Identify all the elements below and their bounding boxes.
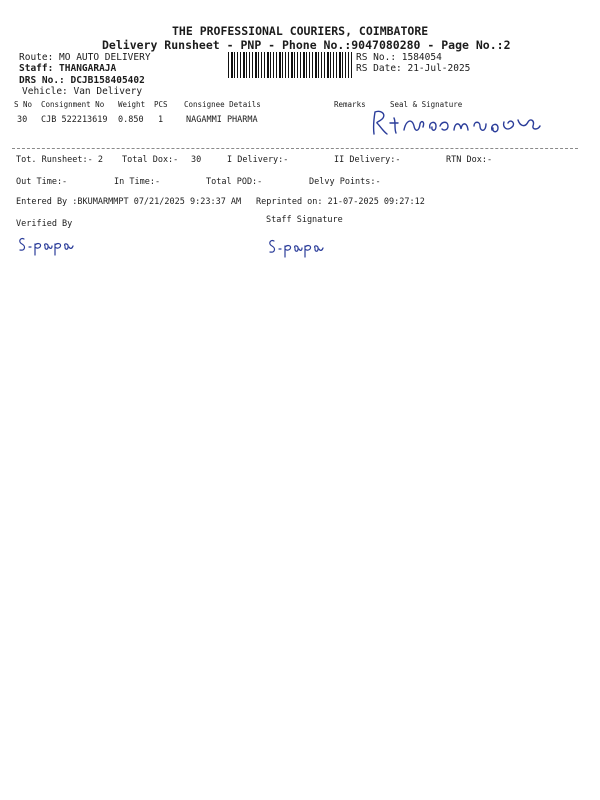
col-header-consignment: Consignment No bbox=[41, 100, 105, 109]
staff-signature bbox=[266, 236, 328, 258]
col-header-weight: Weight bbox=[118, 100, 146, 109]
tot-runsheet: Tot. Runsheet:- 2 bbox=[16, 155, 103, 165]
verified-by-signature bbox=[16, 234, 78, 256]
company-title: THE PROFESSIONAL COURIERS, COIMBATORE bbox=[172, 24, 429, 38]
verified-by-label: Verified By bbox=[16, 219, 73, 229]
divider bbox=[12, 148, 578, 149]
runsheet-subtitle: Delivery Runsheet - PNP - Phone No.:9047080280 - Page No.:2 bbox=[102, 38, 511, 52]
col-header-pcs: PCS bbox=[154, 100, 168, 109]
staff-label: Staff: THANGARAJA bbox=[19, 63, 117, 74]
row-weight: 0.850 bbox=[118, 115, 144, 125]
row-pcs: 1 bbox=[158, 115, 164, 125]
receiver-signature bbox=[368, 108, 558, 138]
col-header-remarks: Remarks bbox=[334, 100, 366, 109]
i-delivery: I Delivery:- bbox=[227, 155, 289, 165]
drs-number: DRS No.: DCJB158405402 bbox=[19, 75, 145, 86]
rtn-dox: RTN Dox:- bbox=[446, 155, 493, 165]
vehicle-label: Vehicle: Van Delivery bbox=[22, 86, 143, 97]
total-pod: Total POD:- bbox=[206, 177, 263, 187]
route-label: Route: MO AUTO DELIVERY bbox=[19, 52, 151, 63]
entered-by: Entered By :BKUMARMMPT 07/21/2025 9:23:37 AM bbox=[16, 197, 242, 207]
ii-delivery: II Delivery:- bbox=[334, 155, 401, 165]
staff-signature-label: Staff Signature bbox=[266, 215, 343, 225]
row-consignee: NAGAMMI PHARMA bbox=[186, 115, 258, 125]
row-consignment: CJB 522213619 bbox=[41, 115, 108, 125]
rs-number: RS No.: 1584054 bbox=[356, 52, 442, 63]
delvy-points: Delvy Points:- bbox=[309, 177, 381, 187]
col-header-seal-signature: Seal & Signature bbox=[390, 100, 463, 109]
row-sno: 30 bbox=[17, 115, 28, 125]
in-time: In Time:- bbox=[114, 177, 161, 187]
total-dox-value: 30 bbox=[191, 155, 202, 165]
barcode bbox=[228, 52, 352, 78]
rs-date: RS Date: 21-Jul-2025 bbox=[356, 63, 471, 74]
out-time: Out Time:- bbox=[16, 177, 68, 187]
col-header-consignee: Consignee Details bbox=[184, 100, 261, 109]
total-dox-label: Total Dox:- bbox=[122, 155, 179, 165]
reprinted-on: Reprinted on: 21-07-2025 09:27:12 bbox=[256, 197, 425, 207]
col-header-sno: S No bbox=[14, 100, 33, 109]
